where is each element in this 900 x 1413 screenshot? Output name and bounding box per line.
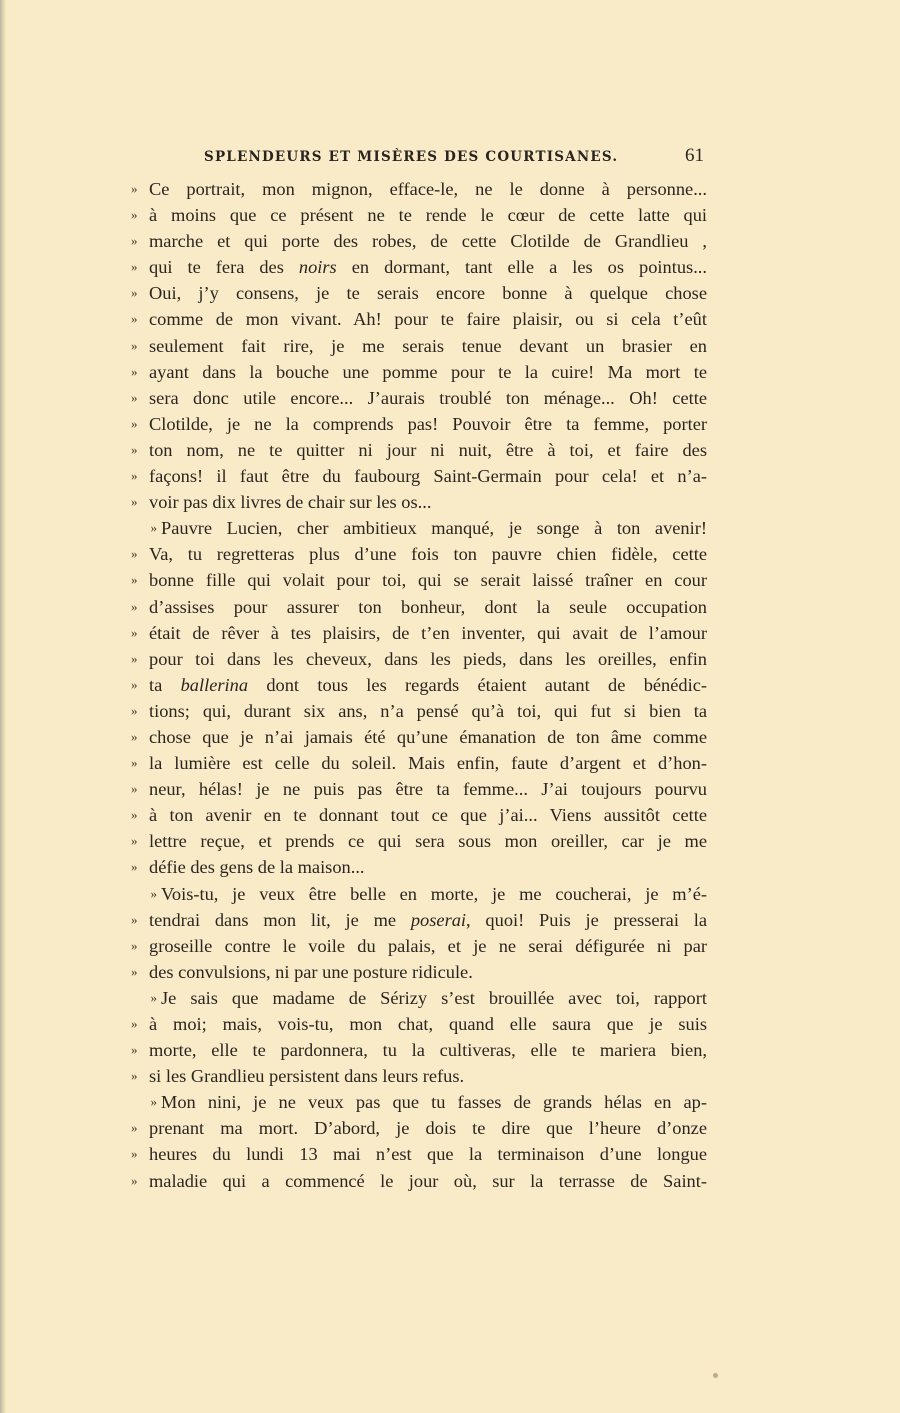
line-text: sera donc utile encore... J’aurais troublé ton ménage... Oh! cette: [149, 387, 707, 408]
text-line: [131, 1115, 707, 1141]
quote-mark: »: [131, 441, 138, 457]
quote-mark: »: [131, 494, 138, 510]
running-title: SPLENDEURS ET MISÈRES DES COURTISANES.: [204, 149, 619, 165]
line-text: Va, tu regretteras plus d’une fois ton pauvre chien fidèle, cette: [149, 544, 707, 565]
quote-mark: »: [131, 624, 138, 640]
quote-mark: »: [131, 650, 138, 666]
quote-mark: »: [131, 676, 138, 692]
line-text: la lumière est celle du soleil. Mais enfin, faute d’argent et d’hon-: [149, 753, 707, 774]
line-text: groseille contre le voile du palais, et je ne serai défigurée ni par: [149, 935, 707, 956]
quote-mark: »: [131, 937, 138, 953]
line-text: façons! il faut être du faubourg Saint-Germain pour cela! et n’a-: [149, 466, 707, 487]
line-text: [149, 254, 707, 280]
line-text: prenant ma mort. D’abord, je dois te dire que l’heure d’onze: [149, 1118, 707, 1139]
quote-mark: »: [131, 833, 138, 849]
line-text: Clotilde, je ne la comprends pas! Pouvoir être ta femme, porter: [149, 413, 707, 434]
line-text-after: , quoi! Puis je presserai la: [466, 909, 707, 930]
line-text: Oui, j’y consens, je te serais encore bonne à quelque chose: [149, 283, 707, 304]
line-text: à ton avenir en te donnant tout ce que j’ai... Viens aussitôt cette: [149, 805, 707, 826]
text-line: [131, 567, 707, 593]
line-text: si les Grandlieu persistent dans leurs refus.: [149, 1066, 465, 1087]
quote-mark: »: [131, 389, 138, 405]
text-line: [131, 881, 707, 907]
text-line: [131, 724, 707, 750]
quote-mark: »: [131, 415, 138, 431]
text-line: [131, 620, 707, 646]
text-line: [131, 437, 707, 463]
quote-mark: »: [131, 233, 138, 249]
text-line: [131, 280, 707, 306]
italic-word: noirs: [298, 257, 337, 278]
line-text: [149, 672, 707, 698]
line-text: seulement fait rire, je me serais tenue devant un brasier en: [149, 335, 707, 356]
quote-mark: »: [131, 859, 138, 875]
body-text: [131, 176, 707, 1194]
quote-mark: »: [150, 520, 157, 536]
line-text: tions; qui, durant six ans, n’a pensé qu’à toi, qui fut si bien ta: [149, 700, 707, 721]
line-text: comme de mon vivant. Ah! pour te faire plaisir, ou si cela t’eût: [149, 309, 707, 330]
line-text-after: en dormant, tant elle a les os pointus...: [336, 257, 707, 278]
quote-mark: »: [131, 1146, 138, 1162]
line-text: neur, hélas! je ne puis pas être ta femme... J’ai toujours pourvu: [149, 779, 707, 800]
quote-mark: »: [150, 885, 157, 901]
quote-mark: »: [131, 363, 138, 379]
line-text: maladie qui a commencé le jour où, sur la terrasse de Saint-: [149, 1170, 707, 1191]
text-line: [131, 802, 707, 828]
quote-mark: »: [131, 598, 138, 614]
line-text-before: ta: [149, 674, 181, 695]
line-text: d’assises pour assurer ton bonheur, dont la seule occupation: [149, 596, 707, 617]
text-line: [131, 1168, 707, 1194]
italic-word: ballerina: [180, 674, 249, 695]
italic-word: poserai: [410, 909, 467, 930]
text-line: [131, 541, 707, 567]
text-line: [131, 176, 707, 202]
text-line: [131, 333, 707, 359]
line-text: bonne fille qui volait pour toi, qui se serait laissé traîner en cour: [149, 570, 707, 591]
line-text: marche et qui porte des robes, de cette Clotilde de Grandlieu ,: [149, 231, 707, 252]
text-line: [131, 907, 707, 933]
text-line: [131, 959, 707, 985]
quote-mark: »: [131, 181, 138, 196]
text-line: [131, 228, 707, 254]
text-line: [131, 776, 707, 802]
text-line: [131, 698, 707, 724]
text-line: [131, 1063, 707, 1089]
text-line: [131, 515, 707, 541]
line-text: à moins que ce présent ne te rende le cœur de cette latte qui: [149, 205, 707, 226]
page-binding-edge: [0, 0, 6, 1413]
line-text: ayant dans la bouche une pomme pour te la cuire! Ma mort te: [149, 361, 707, 382]
quote-mark: »: [131, 311, 138, 327]
text-line: [131, 463, 707, 489]
quote-mark: »: [131, 1120, 138, 1136]
quote-mark: »: [131, 468, 138, 484]
quote-mark: »: [150, 1094, 157, 1110]
quote-mark: »: [150, 989, 157, 1005]
line-text: heures du lundi 13 mai n’est que la terminaison d’une longue: [149, 1144, 707, 1165]
line-text: voir pas dix livres de chair sur les os...: [149, 492, 432, 513]
quote-mark: »: [131, 1068, 138, 1084]
text-line: [131, 672, 707, 698]
line-text: Pauvre Lucien, cher ambitieux manqué, je songe à ton avenir!: [161, 518, 707, 539]
line-text: pour toi dans les cheveux, dans les pieds, dans les oreilles, enfin: [149, 648, 707, 669]
quote-mark: »: [131, 781, 138, 797]
line-text: Ce portrait, mon mignon, efface-le, ne le donne à personne...: [149, 179, 707, 199]
text-line: [131, 750, 707, 776]
text-line: [131, 306, 707, 332]
quote-mark: »: [131, 807, 138, 823]
quote-mark: »: [131, 728, 138, 744]
text-line: [131, 359, 707, 385]
text-line: [131, 385, 707, 411]
line-text: ton nom, ne te quitter ni jour ni nuit, être à toi, et faire des: [149, 439, 707, 460]
text-line: [131, 202, 707, 228]
line-text: Mon nini, je ne veux pas que tu fasses de grands hélas en ap-: [161, 1092, 707, 1113]
line-text: Je sais que madame de Sérizy s’est brouillée avec toi, rapport: [161, 987, 707, 1008]
text-line: [131, 1037, 707, 1063]
line-text-before: qui te fera des: [149, 257, 299, 278]
line-text: était de rêver à tes plaisirs, de t’en inventer, qui avait de l’amour: [149, 622, 707, 643]
page-number: 61: [685, 145, 704, 166]
quote-mark: »: [131, 911, 138, 927]
text-line: [131, 411, 707, 437]
line-text-before: tendrai dans mon lit, je me: [149, 909, 411, 930]
quote-mark: »: [131, 207, 138, 223]
quote-mark: »: [131, 1172, 138, 1188]
quote-mark: »: [131, 755, 138, 771]
line-text: à moi; mais, vois-tu, mon chat, quand elle saura que je suis: [149, 1014, 707, 1034]
text-line: [131, 646, 707, 672]
line-text: lettre reçue, et prends ce qui sera sous mon oreiller, car je me: [149, 831, 707, 852]
line-text: [149, 907, 707, 933]
quote-mark: »: [131, 572, 138, 588]
line-text: Vois-tu, je veux être belle en morte, je me coucherai, je m’é-: [161, 883, 707, 904]
text-line: [131, 254, 707, 280]
quote-mark: »: [131, 259, 138, 275]
quote-mark: »: [131, 1016, 138, 1031]
text-line: [131, 594, 707, 620]
quote-mark: »: [131, 702, 138, 718]
quote-mark: »: [131, 546, 138, 562]
quote-mark: »: [131, 337, 138, 353]
line-text: défie des gens de la maison...: [149, 857, 365, 878]
text-line: [131, 489, 707, 515]
quote-mark: »: [131, 285, 138, 301]
text-line: [131, 1089, 707, 1115]
text-line: [131, 1141, 707, 1167]
text-line: [131, 828, 707, 854]
text-line: [131, 985, 707, 1011]
line-text: chose que je n’ai jamais été qu’une émanation de ton âme comme: [149, 726, 707, 747]
line-text-after: dont tous les regards étaient autant de bénédic-: [248, 674, 707, 695]
page-header: [204, 145, 704, 171]
text-line: [131, 933, 707, 959]
paper-speck: [713, 1373, 718, 1378]
line-text: morte, elle te pardonnera, tu la cultiveras, elle te mariera bien,: [149, 1040, 707, 1061]
line-text: des convulsions, ni par une posture ridicule.: [149, 961, 473, 982]
quote-mark: »: [131, 1042, 138, 1058]
text-line: [131, 1011, 707, 1037]
quote-mark: »: [131, 963, 138, 979]
text-line: [131, 854, 707, 880]
